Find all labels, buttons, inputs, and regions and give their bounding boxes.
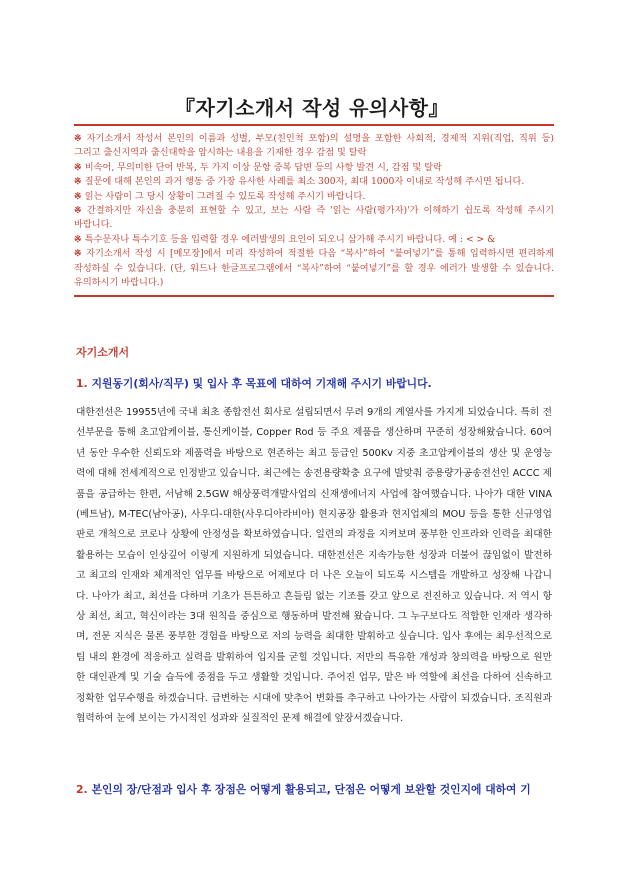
notice-mark: ※	[74, 190, 82, 202]
answer-1: 대한전선은 19955년에 국내 최초 종합전선 회사로 설립되면서 무려 9개의 계열사를 가지게 되었습니다. 특히 전선부문을 통해 초고압케이블, 통신케이블, Copper Rod 등 주요 제품을 생산하며 꾸준히 성장해왔습니다. 60여년 동안 우수한 신뢰도와 제품력을 바탕으로 현존하는 최고 등급인 500Kv 지중 초고압케이블의 생산 및 운영능력에 대해 전세계적으로 인정받고 있습니다. 최근에는 송전용량확충 요구에 발맞춰 증용량가공송전선인 ACCC 제품을 공급하는 한편, 서남해 2.5GW 해상풍력개발사업의 신재생에너지 사업에 참여했습니다. 나아가 대한 VINA(베트남), M-TEC(남아공), 사우디-대한(사우디아라비아) 현지공장 활용과 현지업체의 MOU 등을 통한 신규영업판로 개척으로 코로나 상황에 안정성을 확보하였습니다. 일련의 과정을 지켜보며 풍부한 인프라와 인력을 최대한 활용하는 모습이 인상깊어 이렇게 지원하게 되었습니다. 대한전선은 지속가능한 성장과 더불어 끊임없이 발전하고 최고의 인재와 체계적인 업무를 바탕으로 어제보다 더 나은 오늘이 되도록 시스템을 개발하고 성장해 나갑니다. 나아가 최고, 최선을 다하며 기초가 튼튼하고 흔들림 없는 기조를 갖고 앞으로 전진하고 있습니다. 저 역시 항상 최선, 최고, 혁신이라는 3대 원칙을 중심으로 행동하며 발전해 왔습니다. 그 누구보다도 적합한 인재라 생각하며, 전문 지식은 물론 풍부한 경험을 바탕으로 저의 능력을 최대한 발휘하고 싶습니다. 입사 후에는 최우선적으로 팀 내의 환경에 적응하고 실력을 발휘하여 입지를 굳힐 것입니다. 저만의 특유한 개성과 창의력을 바탕으로 원만한 대인관계 및 기술 습득에 중점을 두고 생활할 것입니다. 주어진 업무, 맡은 바 역할에 최선을 다하여 신속하고 정확한 업무수행을 하겠습니다. 급변하는 시대에 맞추어 변화를 추구하고 나아가는 사람이 되겠습니다. 조직원과 협력하여 눈에 보이는 가시적인 성과와 실질적인 문제 해결에 앞장서겠습니다.	[76, 407, 552, 725]
question-1	[76, 376, 552, 391]
notice-mark: ※	[74, 176, 82, 188]
question-text: 지원동기(회사/직무) 및 입사 후 목표에 대하여 기재해 주시기 바랍니다.	[91, 377, 432, 390]
section-label: 자기소개서	[76, 346, 130, 359]
notice-item	[74, 233, 554, 247]
notice-item	[74, 132, 554, 161]
notice-item	[74, 175, 554, 189]
notice-text: 비속어, 무의미한 단어 반복, 두 가지 이상 문항 중복 답변 등의 사항 발견 시, 감점 및 탈락	[84, 161, 442, 173]
question-2	[76, 782, 552, 797]
notice-item	[74, 161, 554, 175]
notice-item	[74, 204, 554, 233]
notice-mark: ※	[74, 133, 84, 144]
notice-text: 자기소개서 작성 시 [메모장]에서 미리 작성하여 적절한 다음 “복사”하여 “붙여넣기”를 통해 입력하시면 편리하게 작성하실 수 있습니다. (단, 워드나 한글프로그램에서 “복사”하여 “붙여넣기”를 할 경우 에러가 발생할 수 있습니다. 유의하시기 바랍니다.)	[74, 248, 554, 289]
question-number: 1.	[76, 377, 88, 390]
notice-text: 간결하지만 자신을 충분히 표현할 수 있고, 보는 사람 즉 '읽는 사람(평가자)'가 이해하기 쉽도록 작성해 주시기 바랍니다.	[74, 205, 554, 231]
notice-text: 읽는 사람이 그 당시 상황이 그려질 수 있도록 작성해 주시기 바랍니다.	[84, 190, 366, 202]
question-number: 2.	[76, 783, 88, 796]
notice-text: 질문에 대해 본인의 과거 행동 중 가장 유사한 사례를 최소 300자, 최대 1000자 이내로 작성해 주시면 됩니다.	[84, 176, 525, 188]
notice-mark: ※	[74, 233, 82, 245]
notice-mark: ※	[74, 248, 84, 260]
document-title: 『자기소개서 작성 유의사항』	[175, 96, 449, 120]
question-text: 본인의 장/단점과 입사 후 장점은 어떻게 활용되고, 단점은 어떻게 보완할 것인지에 대하여 기	[91, 783, 531, 796]
notice-text: 특수문자나 특수기호 등을 입력할 경우 에러발생의 요인이 되오니 삼가해 주시기 바랍니다. 예 : < > &	[84, 233, 496, 245]
notice-box	[74, 124, 554, 297]
notice-item	[74, 247, 554, 290]
notice-text: 자기소개서 작성서 본인의 이름과 성별, 부모(친인척 포함)의 설명을 포함한 사회적, 경제적 지위(직업, 직위 등) 그리고 출신지역과 출신대학을 암시하는 내용을 기재한 경우 감점 및 탈락	[74, 133, 554, 159]
notice-item	[74, 190, 554, 204]
notice-mark: ※	[74, 205, 84, 217]
notice-mark: ※	[74, 161, 82, 173]
